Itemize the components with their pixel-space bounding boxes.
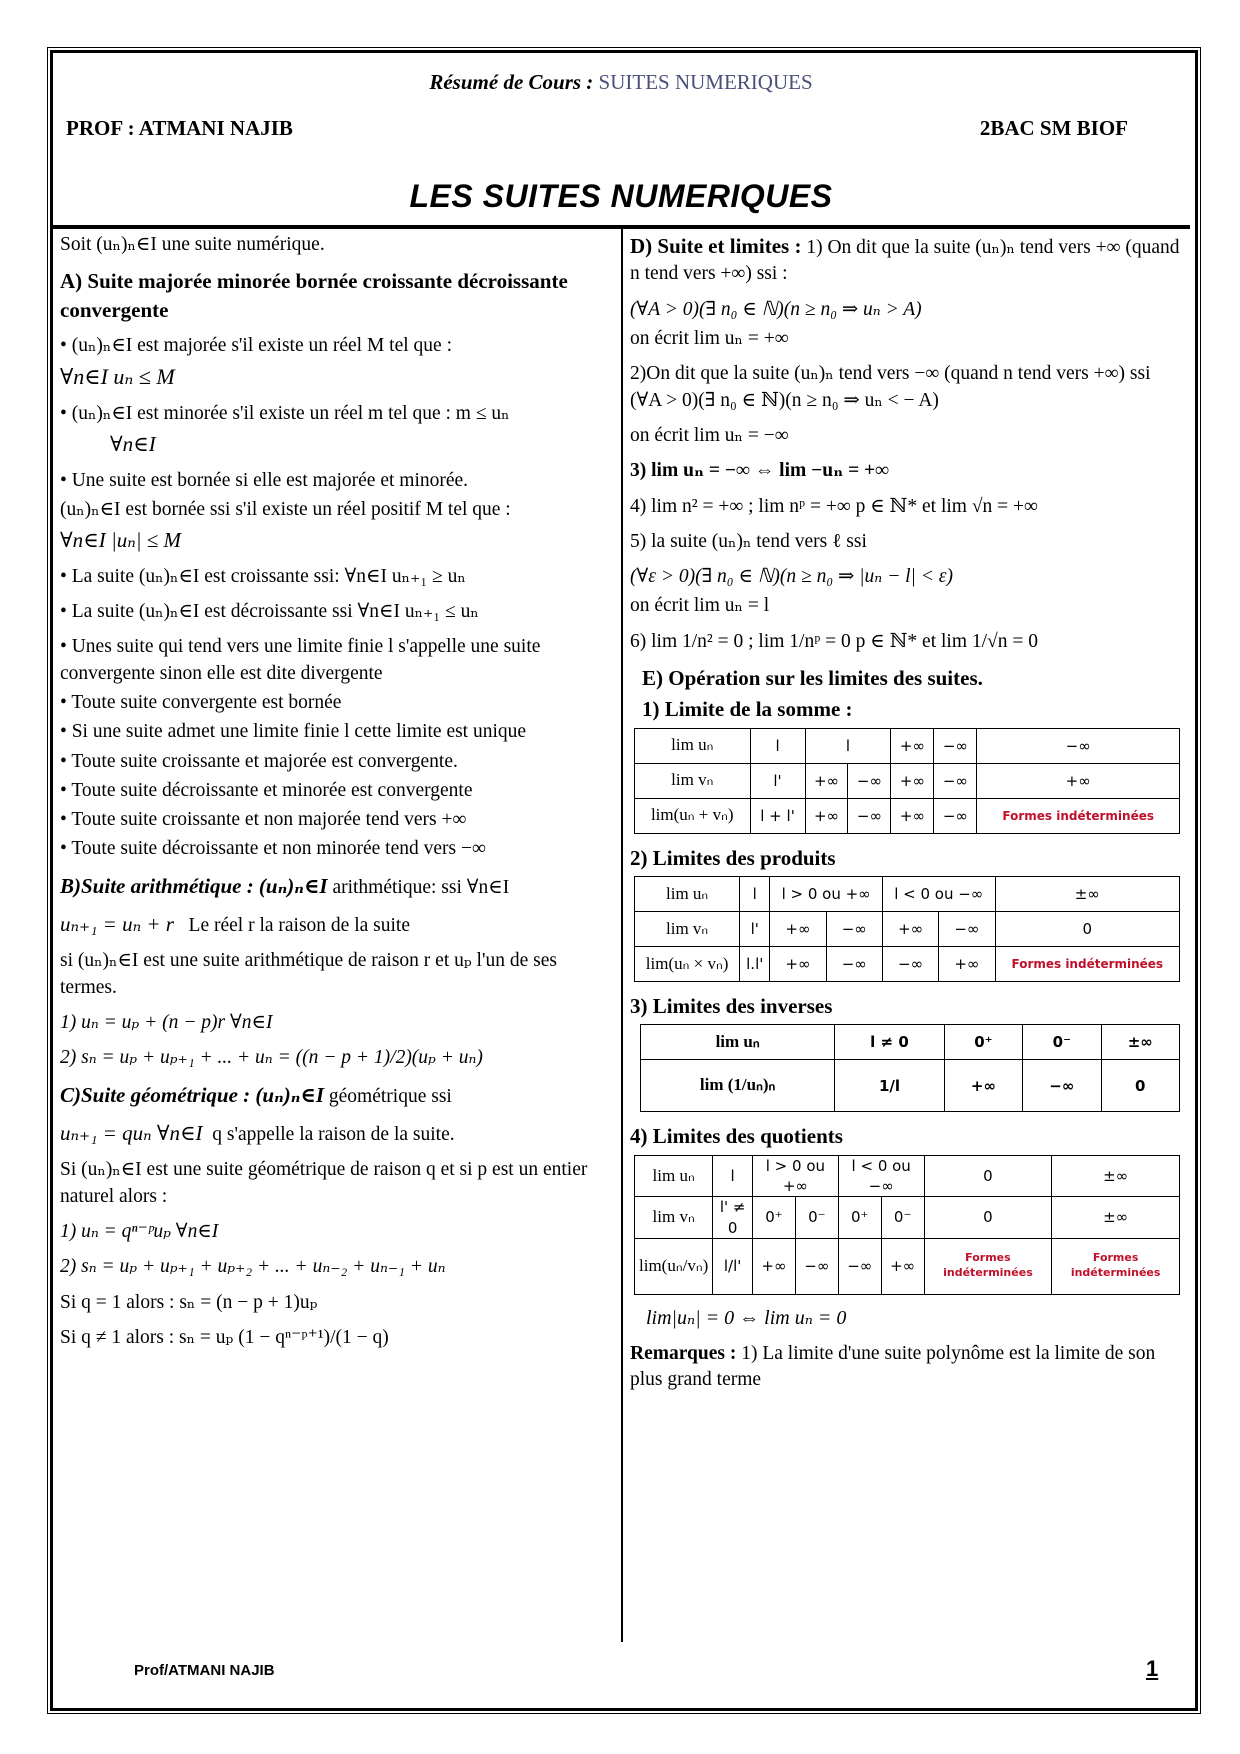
intro-text: Soit (uₙ)ₙ∈I une suite numérique. (60, 234, 325, 255)
table-cell: −∞ (1023, 1060, 1101, 1112)
table-cell: lim uₙ (635, 1155, 713, 1197)
table-cell: l (805, 728, 891, 763)
geo-sum-formula: 2) sₙ = uₚ + uₚ₊₁ + uₚ₊₂ + ... + uₙ₋₂ + uₙ₋₁ + uₙ (60, 1256, 446, 1278)
table-cell: −∞ (934, 798, 977, 833)
table-cell: lim vₙ (635, 1197, 713, 1239)
table-cell: ±∞ (995, 877, 1179, 912)
table-cell: +∞ (977, 763, 1180, 798)
table-row (635, 763, 1180, 798)
property-unique: • Si une suite admet une limite finie l cette limite est unique (60, 719, 613, 745)
section-c-title-line (60, 1081, 613, 1110)
remarks (630, 1341, 1182, 1394)
d1-formula: (∀A > 0)(∃ n₀ ∈ ℕ)(n ≥ n₀ ⇒ uₙ > A) (630, 298, 922, 320)
minoree-formula: ∀n∈I (110, 432, 156, 457)
d6-limits: 6) lim 1/n² = 0 ; lim 1/nᵖ = 0 p ∈ ℕ* et lim 1/√n = 0 (630, 630, 1038, 652)
bornee-formula: ∀n∈I |uₙ| ≤ M (60, 528, 182, 553)
table-cell: +∞ (881, 1238, 924, 1294)
table-cell: l.l' (740, 947, 770, 982)
table-row (635, 798, 1180, 833)
table-cell: 0⁻ (795, 1197, 838, 1239)
arith-relation: uₙ₊₁ = uₙ + r (60, 912, 174, 937)
arith-term-formula: 1) uₙ = uₚ + (n − p)r ∀n∈I (60, 1012, 273, 1033)
professor-name: PROF : ATMANI NAJIB (66, 116, 293, 140)
right-column (630, 232, 1182, 1402)
d3-equivalence: 3) lim uₙ = −∞ ⇔ lim −uₙ = +∞ (630, 460, 890, 482)
property-croissante-majoree: • Toute suite croissante et majorée est convergente. (60, 749, 613, 775)
croissante-def: • La suite (uₙ)ₙ∈I est croissante ssi: ∀n∈I uₙ₊₁ ≥ uₙ (60, 564, 613, 590)
table-cell: −∞ (826, 912, 882, 947)
convergente-def: • Unes suite qui tend vers une limite finie l s'appelle une suite convergente sinon elle est dite divergente (60, 634, 613, 687)
sum-limits-table (634, 728, 1180, 834)
table-cell: 0⁻ (1023, 1025, 1101, 1060)
table-cell: l' (740, 912, 770, 947)
table-cell: −∞ (934, 728, 977, 763)
table-row (641, 1025, 1180, 1060)
arith-general: si (uₙ)ₙ∈I est une suite arithmétique de raison r et uₚ l'un de ses termes. (60, 950, 557, 998)
table-cell: +∞ (805, 798, 848, 833)
bornee-def: • Une suite est bornée si elle est majorée et minorée. (60, 468, 613, 494)
table-cell: l < 0 ou −∞ (838, 1155, 924, 1197)
table-row (635, 728, 1180, 763)
table-cell: l < 0 ou −∞ (882, 877, 995, 912)
arith-sum-formula: 2) sₙ = uₚ + uₚ₊₁ + ... + uₙ = ((n − p + 1)/2)(uₚ + uₙ) (60, 1047, 483, 1069)
d4-limits: 4) lim n² = +∞ ; lim nᵖ = +∞ p ∈ ℕ* et lim √n = +∞ (630, 495, 1038, 517)
d5-def: 5) la suite (uₙ)ₙ tend vers ℓ ssi (630, 530, 867, 552)
table-row (635, 912, 1180, 947)
left-column (60, 232, 613, 1360)
table-cell: Formes indéterminées (995, 947, 1179, 982)
d5-formula: (∀ε > 0)(∃ n₀ ∈ ℕ)(n ≥ n₀ ⇒ |uₙ − l| < ε) (630, 566, 953, 588)
table-cell: −∞ (848, 798, 891, 833)
course-line (52, 70, 1190, 95)
sum-table-title: 1) Limite de la somme : (642, 697, 853, 722)
table-cell: ±∞ (1052, 1197, 1180, 1239)
table-cell: lim(uₙ/vₙ) (635, 1238, 713, 1294)
geo-q-not-1: Si q ≠ 1 alors : sₙ = uₚ (1 − qⁿ⁻ᵖ⁺¹)/(1 − q) (60, 1326, 389, 1348)
quotient-limits-table (634, 1155, 1180, 1295)
minoree-def: • (uₙ)ₙ∈I est minorée s'il existe un réel m tel que : m ≤ uₙ (60, 401, 613, 427)
table-cell: −∞ (934, 763, 977, 798)
table-cell: l > 0 ou +∞ (770, 877, 883, 912)
d2-write: on écrit lim uₙ = −∞ (630, 424, 789, 446)
geo-term-formula: 1) uₙ = qⁿ⁻ᵖuₚ ∀n∈I (60, 1220, 219, 1242)
d1-def: 1) On dit que la suite (uₙ)ₙ tend vers +∞ (quand n tend vers +∞) ssi : (630, 237, 1180, 285)
table-cell: lim uₙ (635, 728, 751, 763)
table-cell: 0 (995, 912, 1179, 947)
course-title: SUITES NUMERIQUES (598, 70, 813, 94)
page-number: 1 (1146, 1656, 1159, 1681)
table-cell: lim uₙ (635, 877, 740, 912)
product-limits-table (634, 876, 1180, 982)
table-cell: l/l' (713, 1238, 753, 1294)
table-cell: +∞ (939, 947, 995, 982)
table-cell: lim vₙ (635, 763, 751, 798)
table-cell: l' ≠ 0 (713, 1197, 753, 1239)
course-label: Résumé de Cours : (429, 70, 594, 94)
table-cell: −∞ (882, 947, 938, 982)
class-level: 2BAC SM BIOF (979, 116, 1128, 140)
majoree-formula: ∀n∈I uₙ ≤ M (60, 364, 175, 390)
table-row (635, 877, 1180, 912)
section-e-title: E) Opération sur les limites des suites. (642, 666, 983, 691)
table-cell: l ≠ 0 (835, 1025, 945, 1060)
table-cell: Formes indéterminées (924, 1238, 1052, 1294)
main-title: LES SUITES NUMERIQUES (409, 178, 833, 214)
property-bornee: • Toute suite convergente est bornée (60, 690, 613, 716)
table-cell: −∞ (838, 1238, 881, 1294)
table-cell: l' (750, 763, 805, 798)
table-cell: +∞ (891, 798, 934, 833)
table-cell: 0 (924, 1155, 1052, 1197)
property-decroissante-non-minoree: • Toute suite décroissante et non minorée tend vers −∞ (60, 836, 613, 862)
table-cell: ±∞ (1052, 1155, 1180, 1197)
inverse-table-title: 3) Limites des inverses (630, 994, 833, 1019)
section-c-title: C)Suite géométrique : (uₙ)ₙ∈I (60, 1082, 325, 1107)
table-cell: +∞ (770, 947, 826, 982)
geo-general: Si (uₙ)ₙ∈I est une suite géométrique de raison q et si p est un entier naturel alors : (60, 1159, 588, 1207)
section-d-title: D) Suite et limites : (630, 234, 802, 258)
decroissante-def: • La suite (uₙ)ₙ∈I est décroissante ssi ∀n∈I uₙ₊₁ ≤ uₙ (60, 599, 613, 625)
table-cell: lim(uₙ + vₙ) (635, 798, 751, 833)
property-decroissante-minoree: • Toute suite décroissante et minorée est convergente (60, 778, 613, 804)
d5-write: on écrit lim uₙ = l (630, 595, 770, 617)
remarks-label: Remarques : (630, 1342, 737, 1364)
quotient-table-title: 4) Limites des quotients (630, 1124, 843, 1149)
section-b-title-line (60, 872, 613, 901)
table-cell: +∞ (944, 1060, 1022, 1112)
d1-write: on écrit lim uₙ = +∞ (630, 327, 789, 349)
product-table-title: 2) Limites des produits (630, 845, 836, 870)
geo-reason-text: q s'appelle la raison de la suite. (212, 1123, 455, 1145)
table-cell: l (740, 877, 770, 912)
table-cell: +∞ (805, 763, 848, 798)
table-cell: +∞ (753, 1238, 796, 1294)
section-a-title: A) Suite majorée minorée bornée croissante décroissante convergente (60, 269, 568, 322)
d2-def: 2)On dit que la suite (uₙ)ₙ tend vers −∞ (quand n tend vers +∞) ssi (∀A > 0)(∃ n₀ ∈ ℕ)(n ≥ n₀ ⇒ uₙ < − A) (630, 363, 1151, 411)
table-row (635, 1238, 1180, 1294)
section-c-rest: géométrique ssi (328, 1085, 452, 1107)
table-row (635, 947, 1180, 982)
table-cell: 0 (924, 1197, 1052, 1239)
table-row (635, 1197, 1180, 1239)
table-cell: +∞ (882, 912, 938, 947)
table-row (635, 1155, 1180, 1197)
table-cell: 0 (1101, 1060, 1179, 1112)
section-b-rest: arithmétique: ssi ∀n∈I (332, 876, 510, 898)
table-cell: lim(uₙ × vₙ) (635, 947, 740, 982)
table-cell: 0⁺ (944, 1025, 1022, 1060)
table-cell: lim (1/uₙ)ₙ (641, 1060, 835, 1112)
table-cell: 0⁻ (881, 1197, 924, 1239)
table-cell: +∞ (891, 763, 934, 798)
remarks-text: 1) La limite d'une suite polynôme est la limite de son plus grand terme (630, 1342, 1156, 1391)
column-divider (621, 228, 623, 1642)
table-cell: +∞ (891, 728, 934, 763)
table-cell: l (713, 1155, 753, 1197)
geo-relation-line (60, 1119, 613, 1148)
table-cell: −∞ (939, 912, 995, 947)
table-cell: −∞ (848, 763, 891, 798)
absolute-limit: lim|uₙ| = 0 ⇔ lim uₙ = 0 (646, 1306, 847, 1329)
footer-author: Prof/ATMANI NAJIB (134, 1662, 275, 1679)
arith-relation-line (60, 910, 613, 939)
table-cell: −∞ (826, 947, 882, 982)
inverse-limits-table (640, 1024, 1180, 1112)
arith-reason-text: Le réel r la raison de la suite (188, 915, 410, 937)
majoree-def: • (uₙ)ₙ∈I est majorée s'il existe un réel M tel que : (60, 333, 613, 359)
table-cell: 1/l (835, 1060, 945, 1112)
table-cell: l > 0 ou +∞ (753, 1155, 839, 1197)
table-cell: ±∞ (1101, 1025, 1179, 1060)
table-cell: lim vₙ (635, 912, 740, 947)
table-cell: Formes indéterminées (977, 798, 1180, 833)
table-row (641, 1060, 1180, 1112)
d1-line (630, 232, 1182, 288)
section-b-title: B)Suite arithmétique : (uₙ)ₙ∈I (60, 873, 328, 898)
geo-q-equal-1: Si q = 1 alors : sₙ = (n − p + 1)uₚ (60, 1291, 318, 1313)
property-croissante-non-majoree: • Toute suite croissante et non majorée tend vers +∞ (60, 807, 613, 833)
table-cell: −∞ (795, 1238, 838, 1294)
table-cell: −∞ (977, 728, 1180, 763)
table-cell: lim uₙ (641, 1025, 835, 1060)
geo-relation: uₙ₊₁ = quₙ ∀n∈I (60, 1120, 203, 1145)
table-cell: l + l' (750, 798, 805, 833)
bornee-criterion: (uₙ)ₙ∈I est bornée ssi s'il existe un réel positif M tel que : (60, 498, 511, 520)
table-cell: +∞ (770, 912, 826, 947)
table-cell: l (750, 728, 805, 763)
table-cell: 0⁺ (753, 1197, 796, 1239)
table-cell: 0⁺ (838, 1197, 881, 1239)
page-header (52, 52, 1190, 229)
table-cell: Formes indéterminées (1052, 1238, 1180, 1294)
